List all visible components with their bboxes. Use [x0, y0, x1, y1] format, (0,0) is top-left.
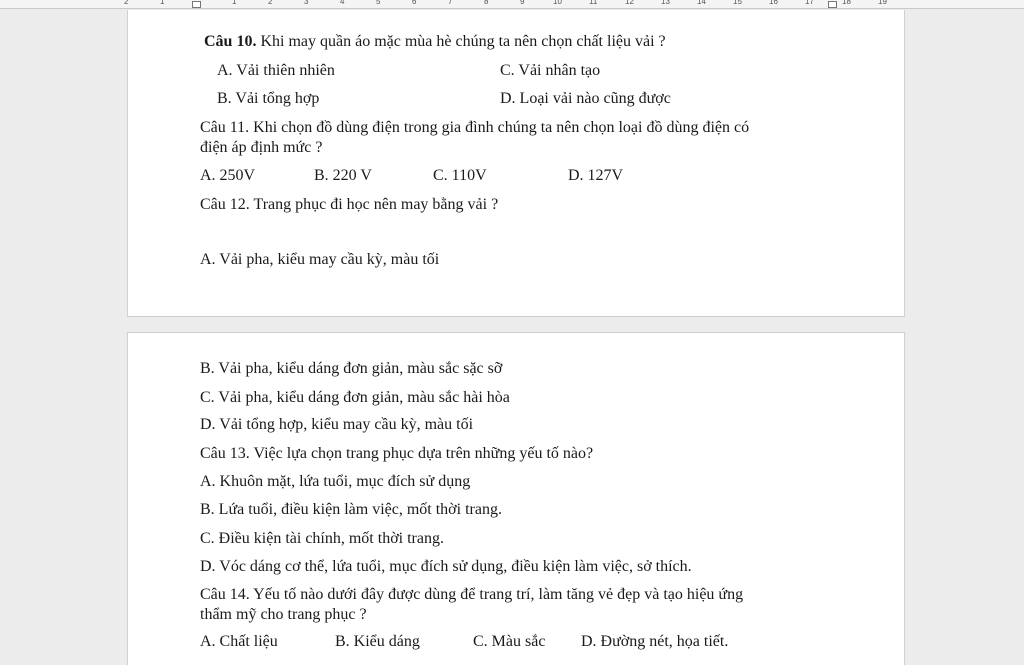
- q14-option-d: D. Đường nét, họa tiết.: [581, 633, 729, 650]
- ruler-number: 3: [304, 0, 309, 6]
- ruler-number: 2: [268, 0, 273, 6]
- ruler-number: 7: [448, 0, 453, 6]
- q13-option-b: B. Lứa tuổi, điều kiện làm việc, mốt thời trang.: [200, 501, 502, 518]
- question-11-line-2: điện áp định mức ?: [200, 139, 323, 156]
- q13-option-c: C. Điều kiện tài chính, mốt thời trang.: [200, 530, 444, 547]
- ruler-number: 11: [589, 0, 598, 6]
- ruler-number: 17: [805, 0, 814, 6]
- q10-option-c: C. Vải nhân tạo: [500, 62, 601, 79]
- indent-marker[interactable]: [192, 1, 201, 8]
- ruler-number: 10: [553, 0, 562, 6]
- q13-option-d: D. Vóc dáng cơ thể, lứa tuổi, mục đích sử dụng, điều kiện làm việc, sở thích.: [200, 558, 692, 575]
- indent-marker[interactable]: [828, 1, 837, 8]
- q10-option-b: B. Vải tổng hợp: [217, 90, 320, 107]
- ruler-number: 4: [340, 0, 345, 6]
- q11-option-c: C. 110V: [433, 167, 487, 184]
- q14-option-a: A. Chất liệu: [200, 633, 278, 650]
- ruler-number: 12: [625, 0, 634, 6]
- question-10-text: Khi may quần áo mặc mùa hè chúng ta nên chọn chất liệu vải ?: [256, 33, 666, 50]
- ruler-number: 15: [733, 0, 742, 6]
- horizontal-ruler[interactable]: [0, 0, 1024, 9]
- q14-option-b: B. Kiểu dáng: [335, 633, 420, 650]
- q14-option-c: C. Màu sắc: [473, 633, 546, 650]
- ruler-number: 1: [232, 0, 237, 6]
- q13-option-a: A. Khuôn mặt, lứa tuổi, mục đích sử dụng: [200, 473, 471, 490]
- ruler-number: 13: [661, 0, 670, 6]
- q12-option-a: A. Vải pha, kiểu may cầu kỳ, màu tối: [200, 251, 440, 268]
- q12-option-b: B. Vải pha, kiểu dáng đơn giản, màu sắc sặc sỡ: [200, 360, 503, 377]
- ruler-number: 8: [484, 0, 489, 6]
- question-10: [204, 33, 666, 51]
- ruler-number: 5: [376, 0, 381, 6]
- q11-option-b: B. 220 V: [314, 167, 372, 184]
- q10-option-d: D. Loại vải nào cũng được: [500, 90, 671, 107]
- document-page[interactable]: [127, 332, 905, 665]
- ruler-number: 16: [769, 0, 778, 6]
- ruler-number: 19: [878, 0, 887, 6]
- ruler-number: 2: [124, 0, 129, 6]
- question-14-line-2: thẩm mỹ cho trang phục ?: [200, 606, 367, 623]
- ruler-number: 9: [520, 0, 525, 6]
- document-page[interactable]: [127, 10, 905, 317]
- ruler-number: 14: [697, 0, 706, 6]
- question-13: Câu 13. Việc lựa chọn trang phục dựa trên những yếu tố nào?: [200, 445, 594, 462]
- question-11-line-1: Câu 11. Khi chọn đồ dùng điện trong gia đình chúng ta nên chọn loại đồ dùng điện có: [200, 119, 750, 136]
- question-12: Câu 12. Trang phục đi học nên may bằng vải ?: [200, 196, 499, 213]
- ruler-number: 18: [842, 0, 851, 6]
- q10-option-a: A. Vải thiên nhiên: [217, 62, 335, 79]
- q12-option-d: D. Vải tổng hợp, kiểu may cầu kỳ, màu tối: [200, 416, 474, 433]
- q11-option-a: A. 250V: [200, 167, 256, 184]
- question-14-line-1: Câu 14. Yếu tố nào dưới đây được dùng để trang trí, làm tăng vẻ đẹp và tạo hiệu ứng: [200, 586, 744, 603]
- ruler-number: 1: [160, 0, 165, 6]
- q12-option-c: C. Vải pha, kiểu dáng đơn giản, màu sắc hài hòa: [200, 389, 510, 406]
- q11-option-d: D. 127V: [568, 167, 624, 184]
- question-10-label: Câu 10.: [204, 33, 257, 50]
- ruler-number: 6: [412, 0, 417, 6]
